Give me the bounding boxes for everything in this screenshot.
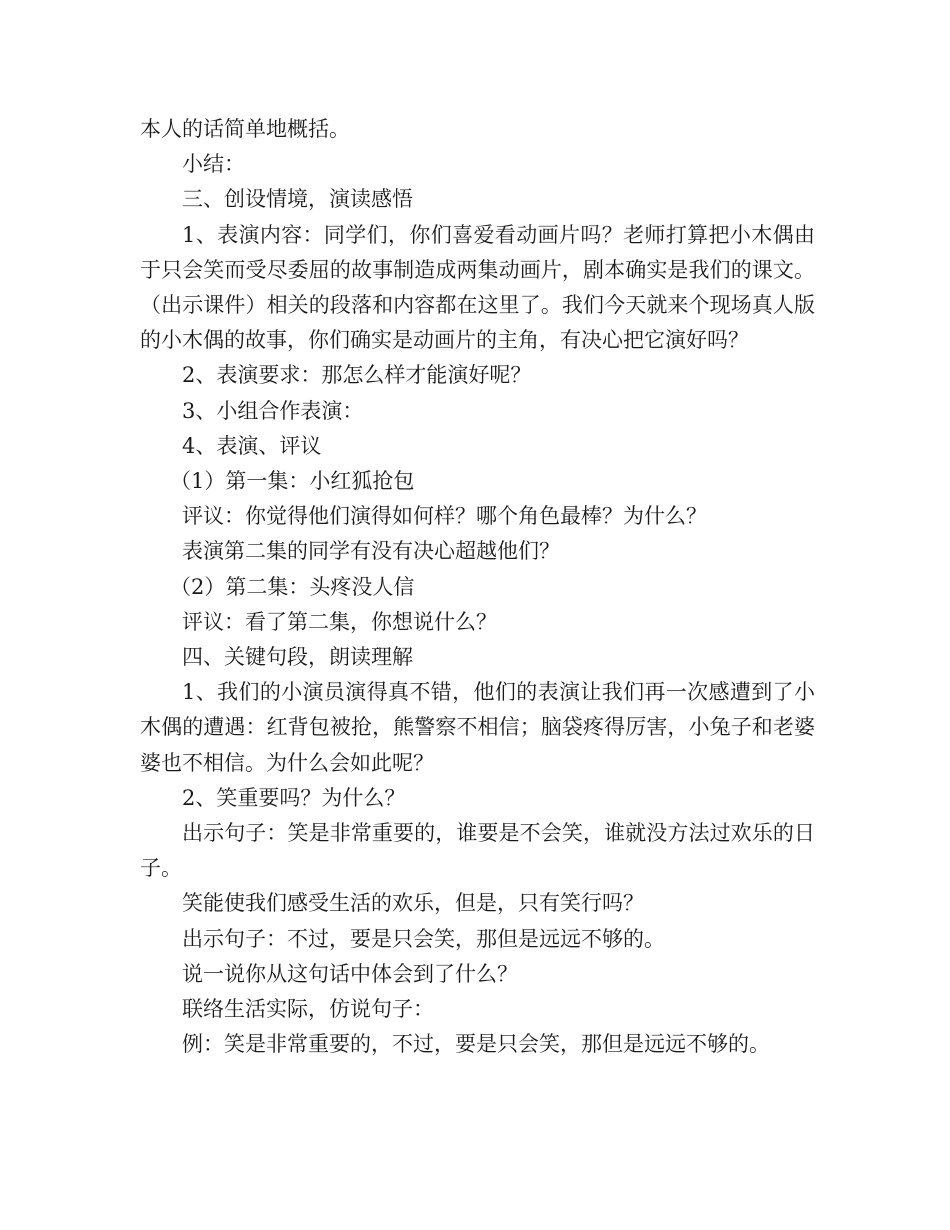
paragraph-5: 2、表演要求：那怎么样才能演好呢？ (182, 363, 532, 388)
paragraph-12: 评议：看了第二集，你想说什么？ (182, 609, 497, 634)
paragraph-19: 说一说你从这句话中体会到了什么？ (182, 961, 518, 986)
paragraph-16: 出示句子：笑是非常重要的，谁要是不会笑，谁就没方法过欢乐的日子。 (140, 821, 815, 881)
paragraph-21: 例：笑是非常重要的，不过，要是只会笑，那但是远远不够的。 (182, 1032, 770, 1057)
paragraph-17: 笑能使我们感受生活的欢乐，但是，只有笑行吗？ (182, 891, 644, 916)
paragraph-7: 4、表演、评议 (182, 433, 322, 458)
paragraph-8: （1）第一集：小红狐抢包 (170, 469, 415, 494)
paragraph-9: 评议：你觉得他们演得如何样？哪个角色最棒？为什么？ (182, 504, 707, 529)
document-body (140, 112, 815, 1062)
paragraph-15: 2、笑重要吗？为什么？ (182, 785, 406, 810)
paragraph-2: 小结： (182, 152, 245, 177)
section-heading-13: 四、关键句段，朗读理解 (182, 645, 413, 670)
paragraph-10: 表演第二集的同学有没有决心超越他们？ (182, 539, 560, 564)
paragraph-4: 1、表演内容：同学们，你们喜爱看动画片吗？老师打算把小木偶由于只会笑而受尽委屈的故事制造成两集动画片，剧本确实是我们的课文。（出示课件）相关的段落和内容都在这里了。我们今天就来个现场真人版的小木偶的故事，你们确实是动画片的主角，有决心把它演好吗？ (140, 222, 815, 353)
paragraph-20: 联络生活实际，仿说句子： (182, 997, 434, 1022)
paragraph-6: 3、小组合作表演： (182, 398, 364, 423)
paragraph-11: （2）第二集：头疼没人信 (170, 574, 415, 599)
paragraph-18: 出示句子：不过，要是只会笑，那但是远远不够的。 (182, 926, 665, 951)
paragraph-14: 1、我们的小演员演得真不错，他们的表演让我们再一次感遭到了小木偶的遭遇：红背包被抢，熊警察不相信；脑袋疼得厉害，小兔子和老婆婆也不相信。为什么会如此呢？ (140, 680, 815, 775)
paragraph-1: 本人的话简单地概括。 (140, 117, 350, 141)
section-heading-3: 三、创设情境，演读感悟 (182, 187, 413, 212)
